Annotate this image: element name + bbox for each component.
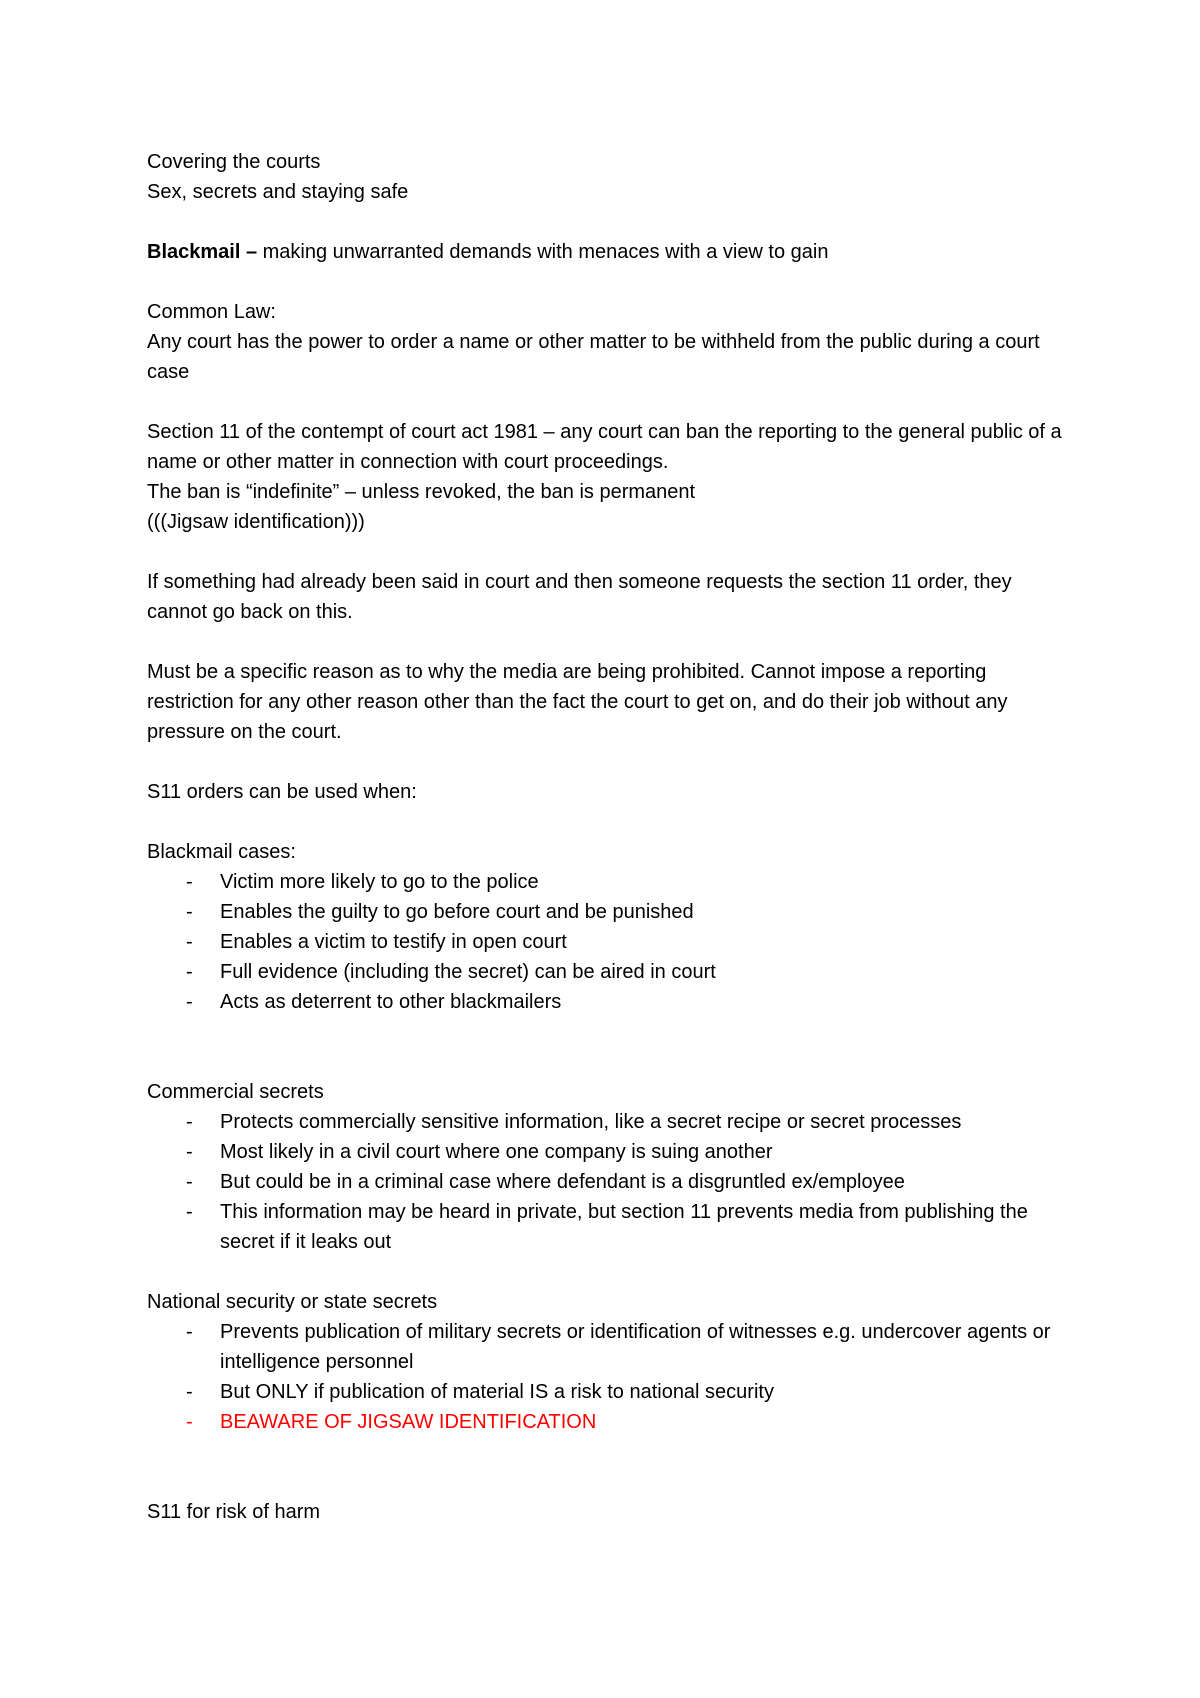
jigsaw-note: (((Jigsaw identification))) (147, 511, 365, 533)
risk-of-harm-heading: S11 for risk of harm (147, 1501, 321, 1523)
document-body (147, 147, 1077, 1527)
commercial-secrets-list (147, 1107, 1077, 1257)
jigsaw-warning: - BEAWARE OF JIGSAW IDENTIFICATION (220, 1407, 1077, 1437)
blackmail-term: Blackmail – (147, 241, 258, 263)
section-11-paragraph: Section 11 of the contempt of court act 1981 – any court can ban the reporting to the general public of a name or other matter in connection with court proceedings. (147, 421, 1062, 473)
list-item: - Enables a victim to testify in open court (220, 927, 1077, 957)
list-item: - Prevents publication of military secrets or identification of witnesses e.g. undercover agents or intelligence personnel (220, 1317, 1077, 1377)
list-item: - But ONLY if publication of material IS a risk to national security (220, 1377, 1077, 1407)
spacer (147, 267, 1077, 297)
spacer (147, 537, 1077, 567)
spacer (147, 1257, 1077, 1287)
ban-paragraph: The ban is “indefinite” – unless revoked, the ban is permanent (147, 481, 696, 503)
s11-usage-heading: S11 orders can be used when: (147, 781, 417, 803)
list-item: - This information may be heard in private, but section 11 prevents media from publishing the secret if it leaks out (220, 1197, 1077, 1257)
national-security-heading: National security or state secrets (147, 1291, 438, 1313)
blackmail-cases-heading: Blackmail cases: (147, 841, 296, 863)
list-item: - Victim more likely to go to the police (220, 867, 1077, 897)
blackmail-definition-text: making unwarranted demands with menaces with a view to gain (257, 241, 829, 263)
already-said-paragraph: If something had already been said in court and then someone requests the section 11 order, they cannot go back on this. (147, 571, 1012, 623)
commercial-secrets-heading: Commercial secrets (147, 1081, 324, 1103)
common-law-heading: Common Law: (147, 301, 276, 323)
document-subtitle: Sex, secrets and staying safe (147, 181, 409, 203)
list-item: - Protects commercially sensitive information, like a secret recipe or secret processes (220, 1107, 1077, 1137)
spacer (147, 1017, 1077, 1077)
document-title: Covering the courts (147, 151, 321, 173)
blackmail-definition (147, 237, 1077, 267)
list-item: - Acts as deterrent to other blackmailers (220, 987, 1077, 1017)
spacer (147, 1437, 1077, 1497)
common-law-text: Any court has the power to order a name or other matter to be withheld from the public during a court case (147, 331, 1040, 383)
spacer (147, 747, 1077, 777)
specific-reason-paragraph: Must be a specific reason as to why the media are being prohibited. Cannot impose a reporting restriction for any other reason other than the fact the court to get on, and do their job without any pressure on the court. (147, 661, 1008, 743)
spacer (147, 207, 1077, 237)
list-item: - Enables the guilty to go before court and be punished (220, 897, 1077, 927)
national-security-list (147, 1317, 1077, 1437)
spacer (147, 387, 1077, 417)
list-item: - But could be in a criminal case where defendant is a disgruntled ex/employee (220, 1167, 1077, 1197)
blackmail-cases-list (147, 867, 1077, 1017)
list-item: - Full evidence (including the secret) can be aired in court (220, 957, 1077, 987)
spacer (147, 807, 1077, 837)
list-item: - Most likely in a civil court where one company is suing another (220, 1137, 1077, 1167)
spacer (147, 627, 1077, 657)
